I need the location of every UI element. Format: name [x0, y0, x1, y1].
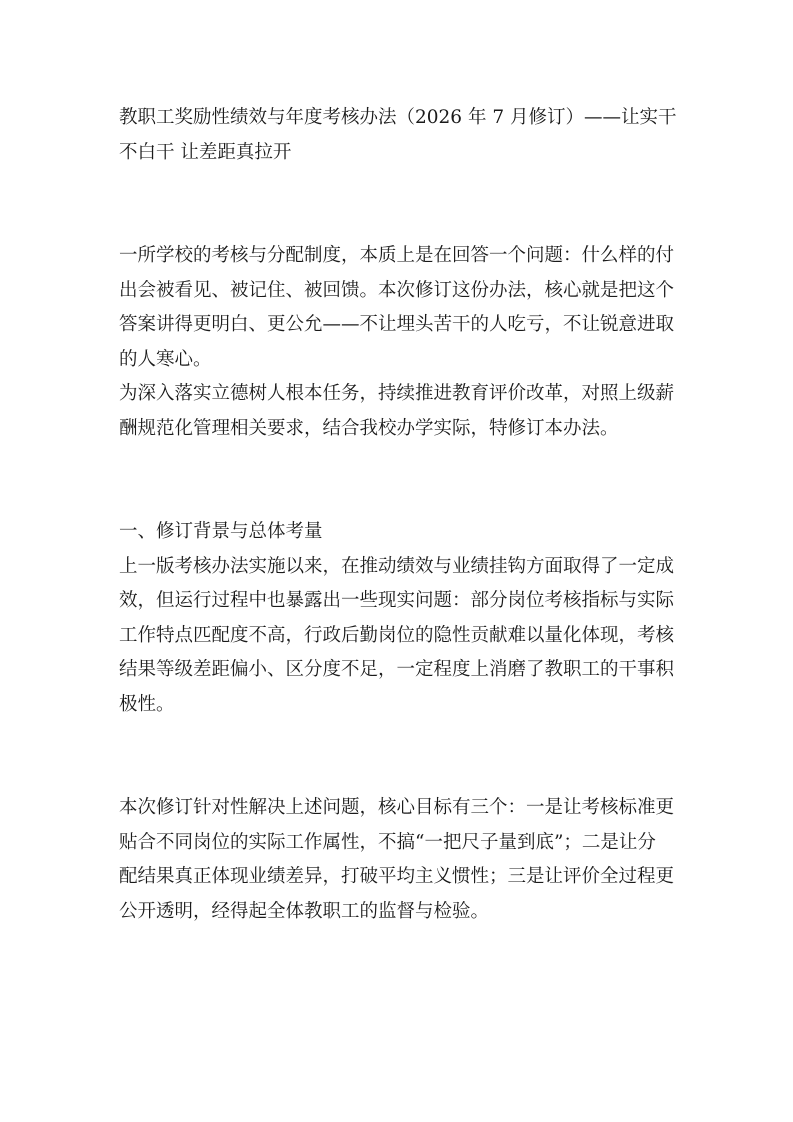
paragraph-line: 出会被看见、被记住、被回馈。本次修订这份办法，核心就是把这个	[119, 279, 675, 301]
paragraph-line: 答案讲得更明白、更公允——不让埋头苦干的人吃亏，不让锐意进取	[119, 314, 675, 335]
document-title	[119, 101, 679, 170]
paragraph-line: 本次修订针对性解决上述问题，核心目标有三个：一是让考核标准更	[119, 797, 675, 818]
paragraph-line: 一所学校的考核与分配制度，本质上是在回答一个问题：什么样的付	[119, 245, 675, 266]
paragraph-line: 公开透明，经得起全体教职工的监督与检验。	[119, 900, 490, 922]
paragraph-line: 上一版考核办法实施以来，在推动绩效与业绩挂钩方面取得了一定成	[119, 555, 675, 577]
section1-paragraph-2	[119, 791, 679, 929]
spacer	[119, 722, 679, 791]
section1-paragraph-1	[119, 550, 679, 723]
paragraph-line: 为深入落实立德树人根本任务，持续推进教育评价改革，对照上级薪	[119, 383, 675, 404]
paragraph-line: 结果等级差距偏小、区分度不足，一定程度上消磨了教职工的干事积	[119, 659, 675, 680]
paragraph-line: 工作特点匹配度不高，行政后勤岗位的隐性贡献难以量化体现，考核	[119, 624, 675, 646]
section-heading: 一、修订背景与总体考量	[119, 521, 323, 542]
paragraph-line: 贴合不同岗位的实际工作属性，不搞“一把尺子量到底”；二是让分	[119, 831, 656, 853]
spacer	[119, 170, 679, 239]
intro-paragraph	[119, 239, 679, 446]
title-line: 教职工奖励性绩效与年度考核办法（2026 年 7 月修订）——让实干	[119, 107, 677, 128]
paragraph-line: 极性。	[119, 693, 175, 715]
paragraph-line: 效，但运行过程中也暴露出一些现实问题：部分岗位考核指标与实际	[119, 590, 675, 611]
paragraph-line: 酬规范化管理相关要求，结合我校办学实际，特修订本办法。	[119, 417, 619, 439]
document-page	[119, 101, 679, 929]
paragraph-line: 配结果真正体现业绩差异，打破平均主义惯性；三是让评价全过程更	[119, 866, 675, 887]
spacer	[119, 446, 679, 515]
paragraph-line: 的人寒心。	[119, 348, 212, 370]
title-line: 不白干 让差距真拉开	[119, 141, 292, 163]
